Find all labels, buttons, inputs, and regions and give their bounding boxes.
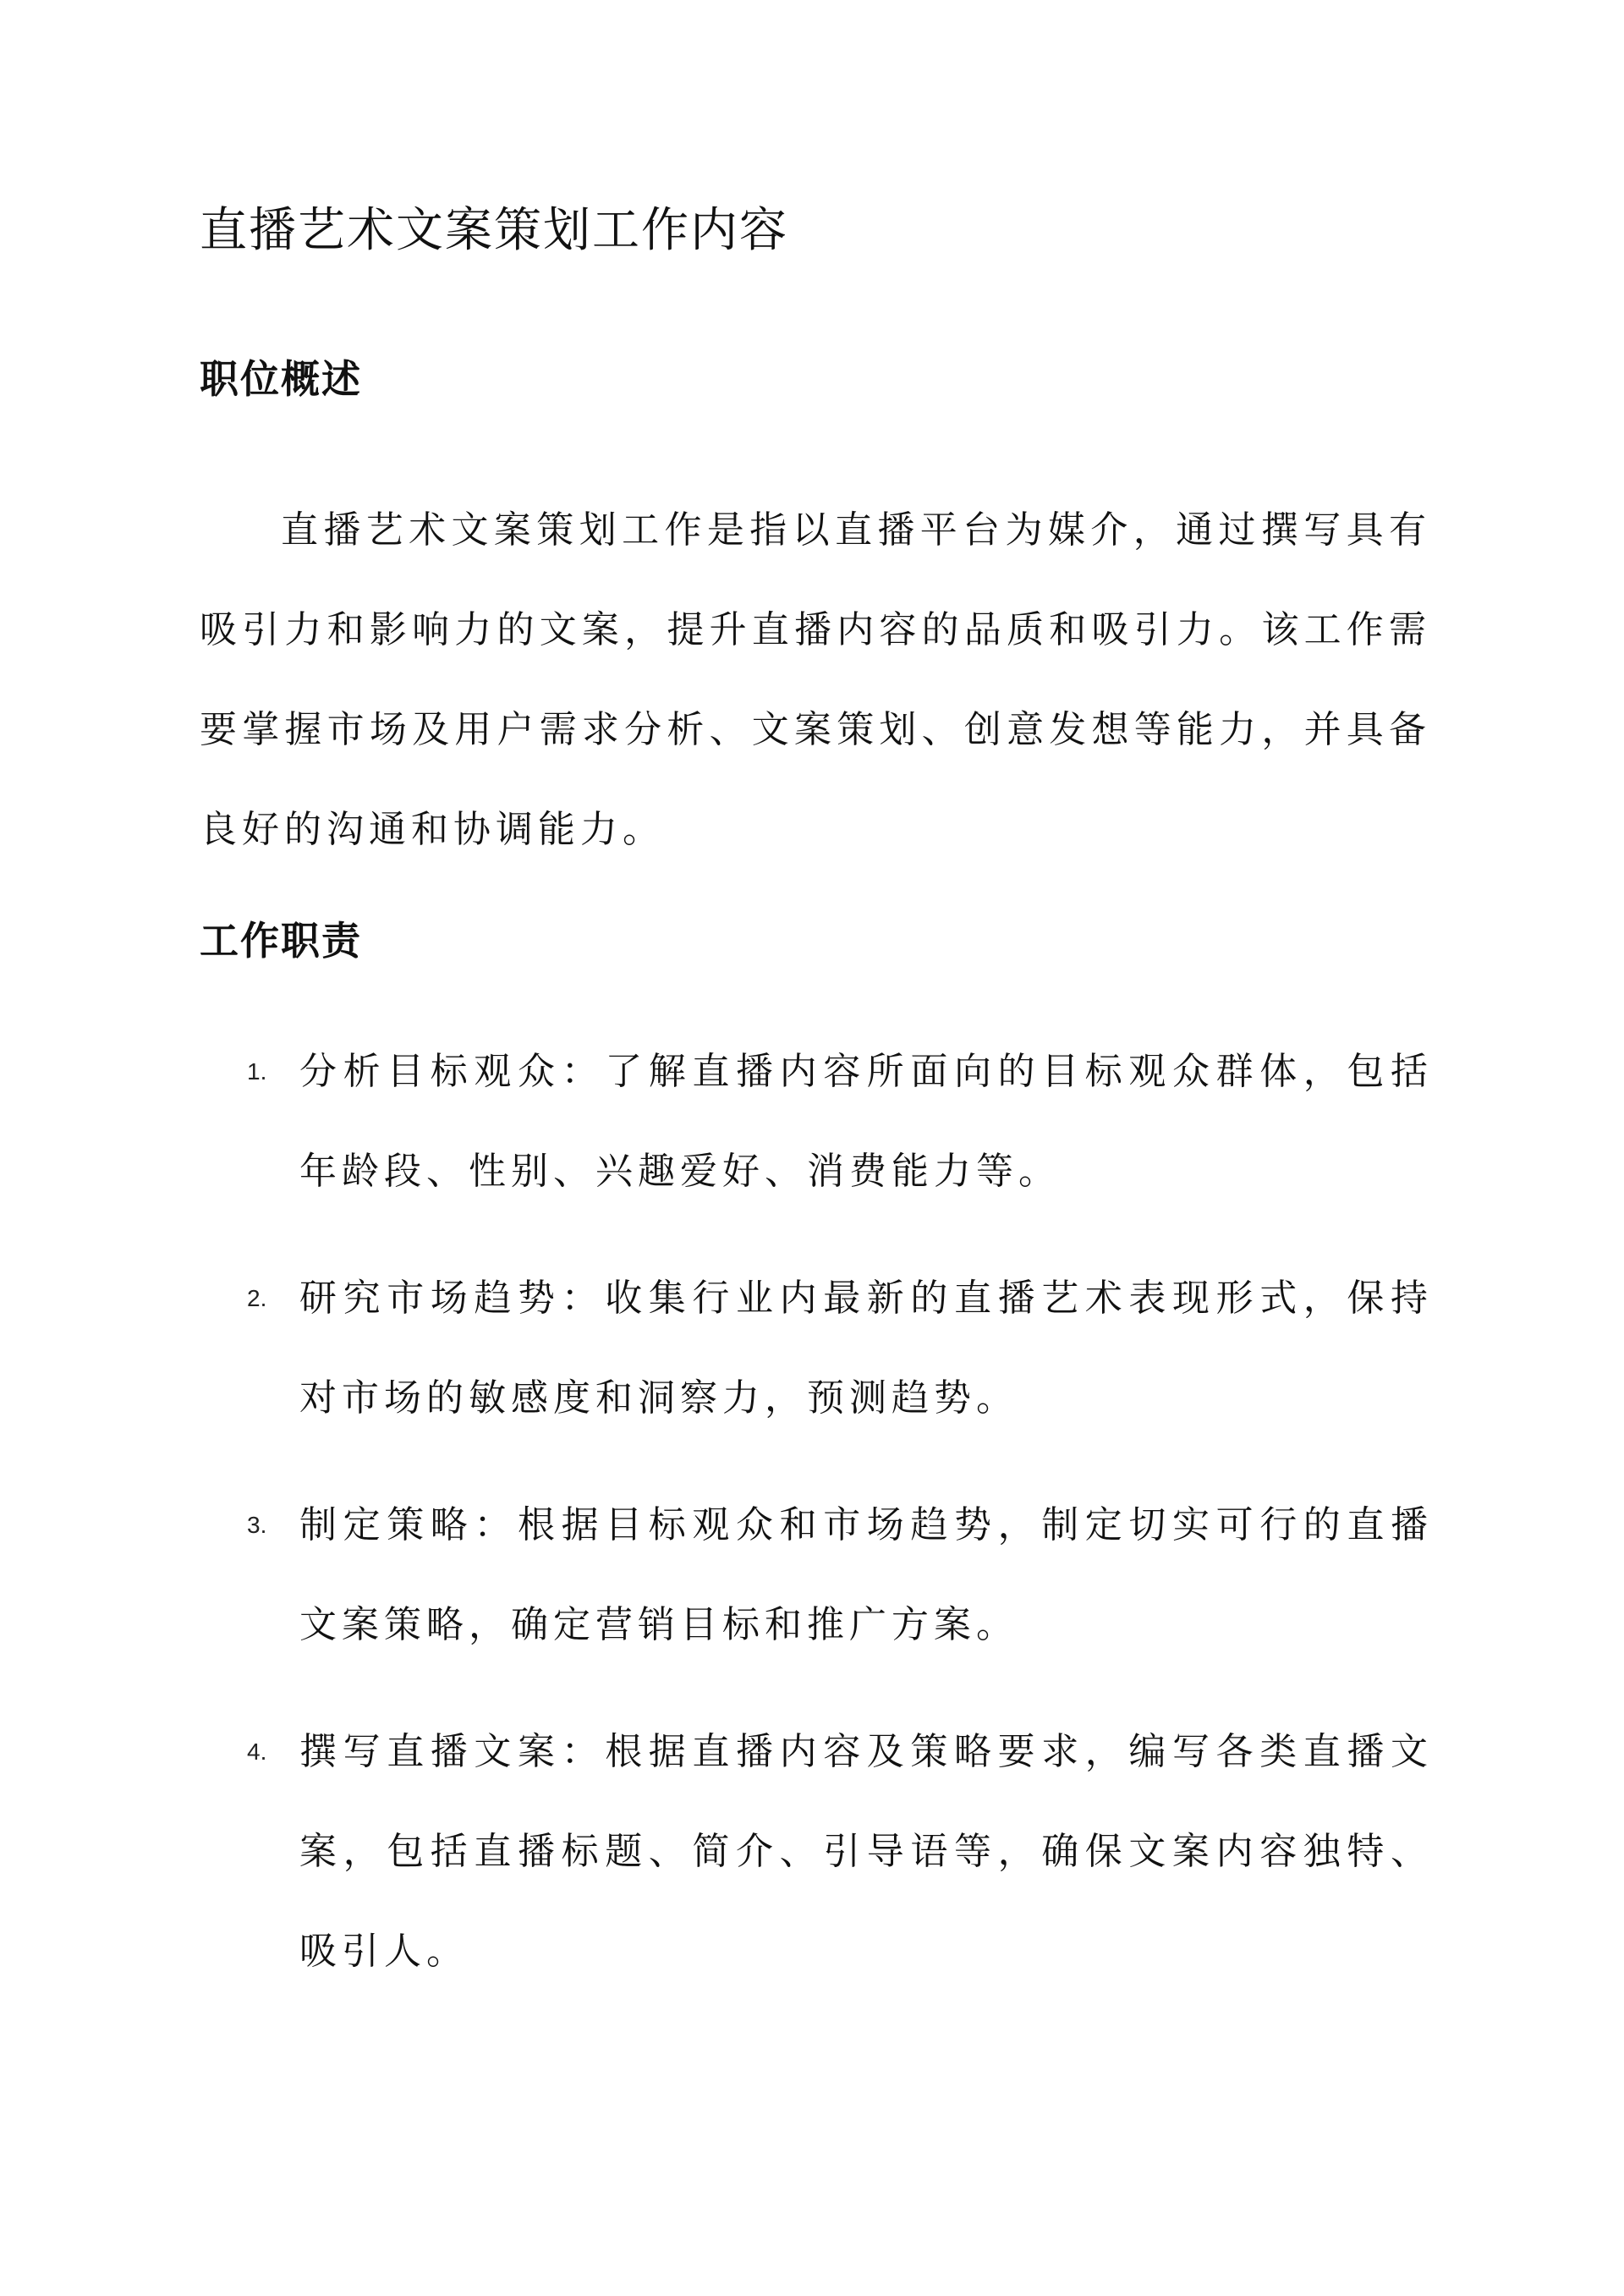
overview-paragraph: 直播艺术文案策划工作是指以直播平台为媒介，通过撰写具有吸引力和影响力的文案，提升直播内容的品质和吸引力。该工作需要掌握市场及用户需求分析、文案策划、创意发想等能力，并具备良好的沟通和协调能力。 (200, 508, 1431, 851)
section-heading-overview: 职位概述 (200, 356, 362, 402)
section-heading-duties: 工作职责 (200, 918, 362, 964)
list-item-text: 分析目标观众：了解直播内容所面向的目标观众群体，包括年龄段、性别、兴趣爱好、消费能力等。 (299, 1050, 1433, 1193)
list-item-text: 撰写直播文案：根据直播内容及策略要求，编写各类直播文案，包括直播标题、简介、引导语等，确保文案内容独特、吸引人。 (299, 1730, 1433, 1973)
list-item-text: 制定策略：根据目标观众和市场趋势，制定切实可行的直播文案策略，确定营销目标和推广方案。 (299, 1503, 1433, 1646)
list-item-number: 2. (247, 1285, 267, 1311)
document-title: 直播艺术文案策划工作内容 (200, 203, 788, 258)
list-item-text: 研究市场趋势：收集行业内最新的直播艺术表现形式，保持对市场的敏感度和洞察力，预测趋势。 (299, 1277, 1433, 1420)
list-item-number: 4. (247, 1738, 267, 1765)
list-item-number: 3. (247, 1512, 267, 1538)
list-item-number: 1. (247, 1058, 267, 1085)
